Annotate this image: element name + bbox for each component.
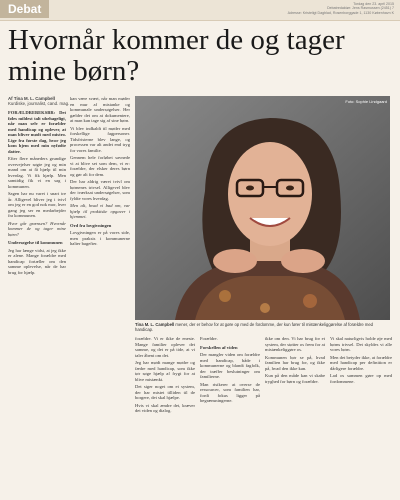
portrait-illustration bbox=[135, 96, 390, 320]
paragraph: forældre. Vi er ikke de eneste. Mange familier oplever det samme, og det er på tide, at vi taler åbent om det. bbox=[135, 336, 195, 358]
masthead-meta bbox=[274, 2, 394, 15]
paragraph: Man risikerer at overse de ressourcer, som familien har, fordi fokus ligger på begrænsningerne. bbox=[200, 381, 260, 403]
paragraph: Der har aldrig været tvivl om børnenes trivsel. Alligevel blev der iværksat undersøgelser, som fyldte vores hverdag. bbox=[70, 179, 130, 201]
subheading: Ord fra lovgivningen bbox=[70, 222, 112, 228]
paragraph: FORÆLDREBEKSBR: Det føles mildest talt ubehageligt, når man selv er forælder med handicap og oplever, at man bliver mødt med mistro. Lige fra første dag, hvor jeg kom hjem med min nyfødte datter. bbox=[8, 110, 66, 154]
subheading: Undersøgelse til kommunen bbox=[8, 240, 63, 245]
meta-line: Tordag den 23. april 2015 bbox=[353, 2, 394, 6]
paragraph: Sagen har nu varet i snart tre år. Alligevel bliver jeg i tvivl om jeg er en god nok mor, hver gang jeg ser en medarbejder fra kommunen. bbox=[8, 191, 66, 218]
pull-quote: Men alt, hvad vi bad om, var hjælp til praktiske opgaver i hjemmet. bbox=[70, 203, 130, 219]
paragraph: Kun på den måde kan vi skabe tryghed for børn og forældre. bbox=[265, 373, 325, 384]
author-name: Af Tina M. L. Campbell bbox=[8, 96, 55, 101]
article-column-5 bbox=[265, 336, 325, 496]
paragraph: Lovgivningen er på vores side, men praksis i kommunerne halter bagefter. bbox=[70, 230, 130, 246]
section-label: Debat bbox=[0, 0, 49, 18]
article-column-3 bbox=[135, 336, 195, 496]
paragraph: Hvis vi skal ændre det, kræver det viden og dialog. bbox=[135, 402, 195, 413]
paragraph: Efter flere måneders grundige overvejelser søgte jeg og min mand om at få hjælp til min hverdag. Vi fik hjælp. Men samtidig fik vi en sag i kommunen. bbox=[8, 156, 66, 189]
pull-quote: Hvor går grænsen? Hvornår kommer de og tager mine børn? bbox=[8, 220, 66, 237]
author-photo bbox=[135, 96, 390, 320]
article-column-1 bbox=[8, 110, 66, 496]
headline: Hvornår kommer de og tager mine børn? bbox=[8, 24, 345, 87]
paragraph: Kommunen bør se på, hvad familien har brug for, og ikke på, hvad den ikke kan. bbox=[265, 354, 325, 371]
paragraph: Lad os sammen gøre op med fordommene. bbox=[330, 373, 392, 384]
subheading: Forskellen af viden bbox=[200, 344, 238, 350]
paragraph: Gennem hele forløbet savnede vi at blive set som dem, vi er: forældre, der elsker deres børn og gør alt for dem. bbox=[70, 155, 130, 177]
paragraph: Jeg har mødt mange mødre og fædre med handicap, som ikke tør søge hjælp af frygt for at blive mistænkt. bbox=[135, 360, 195, 382]
paragraph: kan være svært, når man møder en mur af mistanke og kommunale undersøgelser. Her gælder det om at dokumentere, at man kan tage sig af sine børn. bbox=[70, 96, 130, 123]
author-role: Kurdiske, journalist, cand. mag. bbox=[8, 101, 70, 107]
paragraph: Det siger noget om et system, der har mistet tilliden til de borgere, det skal hjælpe. bbox=[135, 384, 195, 400]
article-column-4 bbox=[200, 336, 260, 496]
paragraph: ikke om den. Vi har brug for et system, der støtter os frem for at mistænkeliggøre os. bbox=[265, 336, 325, 352]
caption-text: mener, der er behov for at gøre op med de fordomme, der kun fører til mistænkeliggørelse af forældre med handicap. bbox=[135, 322, 374, 332]
masthead bbox=[0, 0, 400, 21]
paragraph: Men det betyder ikke, at forældre med handicap per definition er dårligere forældre. bbox=[330, 354, 392, 371]
paragraph: Vi skal naturligvis holde øje med børns trivsel. Det skyldes vi alle vores børn. bbox=[330, 336, 392, 352]
meta-line: Adresse: Kristeligt Dagblad, Rosenborggade 1, 1130 København K bbox=[287, 10, 394, 15]
paragraph: Forældre. bbox=[200, 336, 218, 341]
paragraph: Der mangler viden om forældre med handicap, både i kommunerne og blandt fagfolk, der træffer beslutninger om familierne. bbox=[200, 352, 260, 379]
article-column-6 bbox=[330, 336, 392, 496]
photo-credit: Foto: Sophie Lindgaard bbox=[345, 99, 387, 104]
meta-line: Debatredaktør: Jens Rasmussen (2451) 7 bbox=[327, 6, 394, 11]
paragraph: Vi blev indkaldt til møder med forskellige fagpersoner. Tidsfristerne blev lange, og processen var alt andet end tryg for vores familie. bbox=[70, 125, 130, 153]
article-column-2 bbox=[70, 96, 130, 496]
paragraph: Jeg har længe vidst, at jeg ikke er alene. Mange forældre med handicap fortæller om den samme oplevelse, når de har brug for hjælp. bbox=[8, 247, 66, 275]
caption-name: Tina M. L. Campbell bbox=[135, 322, 175, 327]
photo-caption bbox=[135, 322, 390, 332]
